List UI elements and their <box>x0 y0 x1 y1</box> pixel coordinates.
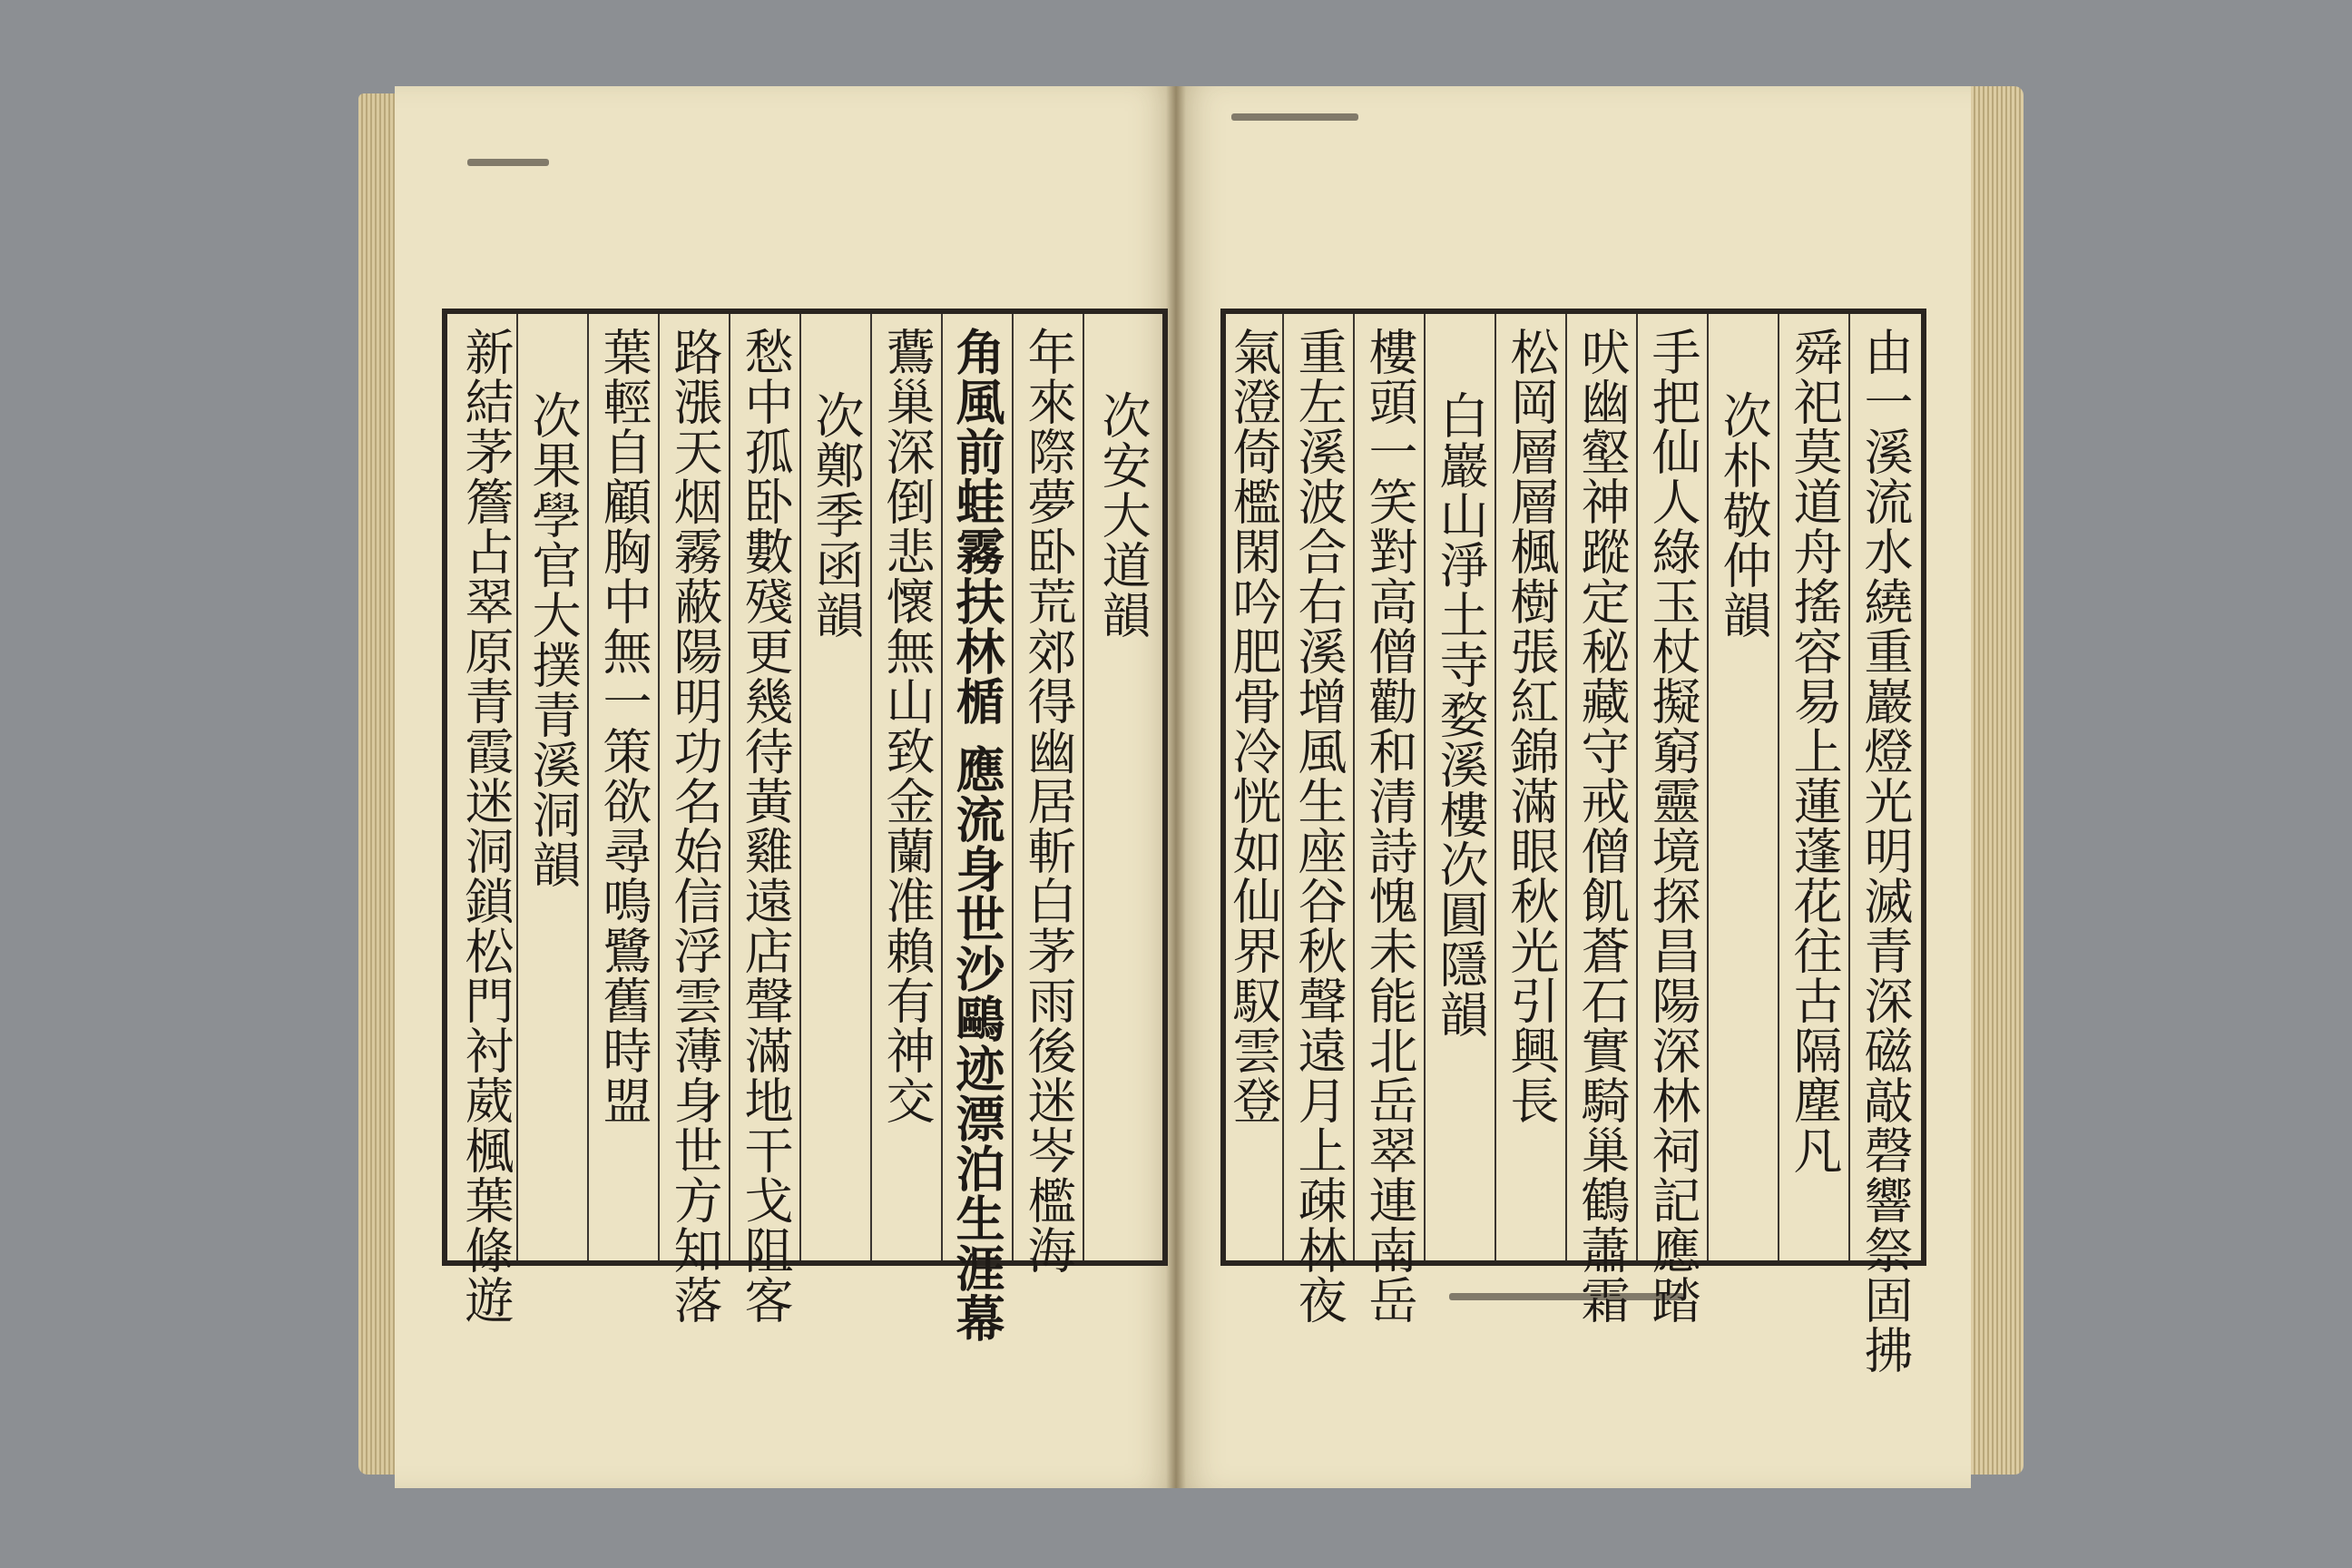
text-column: 松岡層層楓樹張紅錦滿眼秋光引興長 <box>1503 327 1560 1125</box>
text-column: 手把仙人綠玉杖擬窮靈境探昌陽深林祠記應踏 <box>1644 327 1701 1325</box>
column-rule <box>587 314 589 1260</box>
poem-title: 次果學官大撲青溪洞韻 <box>524 390 582 889</box>
text-column: 年來際夢卧荒郊得幽居斬白茅雨後迷岑檻海 <box>1020 327 1077 1275</box>
text-column: 吠幽壑神蹤定秘藏守戒僧飢蒼石實騎巢鶴蕭霜 <box>1573 327 1631 1325</box>
text-column: 重左溪波合右溪增風生座谷秋聲遠月上疎林夜 <box>1290 327 1348 1325</box>
text-column: 新結茅簷占翠原青霞迷洞鎖松門衬葳楓葉條遊 <box>457 327 514 1325</box>
column-rule <box>941 314 943 1260</box>
column-rule <box>1012 314 1014 1260</box>
column-rule <box>1424 314 1426 1260</box>
column-rule <box>1707 314 1709 1260</box>
poem-title: 次朴敬仲韻 <box>1715 390 1772 640</box>
column-rule <box>729 314 730 1260</box>
poem-title: 次安大道韻 <box>1094 390 1152 640</box>
column-rule <box>1778 314 1779 1260</box>
column-rule <box>1636 314 1638 1260</box>
column-rule <box>870 314 872 1260</box>
text-column: 鷰巢深倒悲懷無山致金蘭准賴有神交 <box>878 327 936 1125</box>
left-page <box>395 86 1177 1488</box>
column-rule <box>1494 314 1496 1260</box>
text-column: 葉輕自顧胸中無一策欲尋鳴鷺舊時盟 <box>595 327 652 1125</box>
text-column: 愁中孤卧數殘更幾待黃雞遠店聲滿地干戈阻客 <box>737 327 794 1325</box>
column-rule <box>658 314 660 1260</box>
book-gutter <box>1166 86 1186 1488</box>
column-rule <box>1353 314 1355 1260</box>
text-column: 由一溪流水繞重巖燈光明滅青深磁敲磬響祭固拂 <box>1857 327 1914 1375</box>
column-rule <box>1848 314 1850 1260</box>
right-page-text-frame <box>1220 309 1926 1375</box>
column-rule <box>1083 314 1084 1260</box>
column-rule <box>1565 314 1567 1260</box>
text-column: 舜祀莫道舟搖容易上蓮蓬花往古隔塵凡 <box>1786 327 1843 1175</box>
poem-title: 次鄭季函韻 <box>808 390 865 640</box>
text-column: 角風前蛙霧扶林楯 應流身世沙鷗迹漂泊生涯幕 <box>948 327 1006 1343</box>
text-column: 氣澄倚檻閑吟肥骨冷恍如仙界馭雲登 <box>1225 327 1282 1125</box>
column-rule <box>799 314 801 1260</box>
left-page-text-frame <box>442 309 1168 1343</box>
open-book <box>358 86 2024 1488</box>
poem-title: 白巖山淨土寺婺溪樓次圓隱韻 <box>1432 390 1489 1039</box>
text-column: 樓頭一笑對高僧勸和清詩愧未能北岳翠連南岳 <box>1361 327 1418 1325</box>
right-page <box>1177 86 1971 1488</box>
column-rule <box>516 314 518 1260</box>
ink-smear <box>1231 113 1358 121</box>
column-rule <box>1282 314 1284 1260</box>
book-page-edges-right <box>1969 86 2024 1475</box>
ink-smear <box>467 159 549 166</box>
text-column: 路漲天烟霧蔽陽明功名始信浮雲薄身世方知落 <box>666 327 723 1325</box>
